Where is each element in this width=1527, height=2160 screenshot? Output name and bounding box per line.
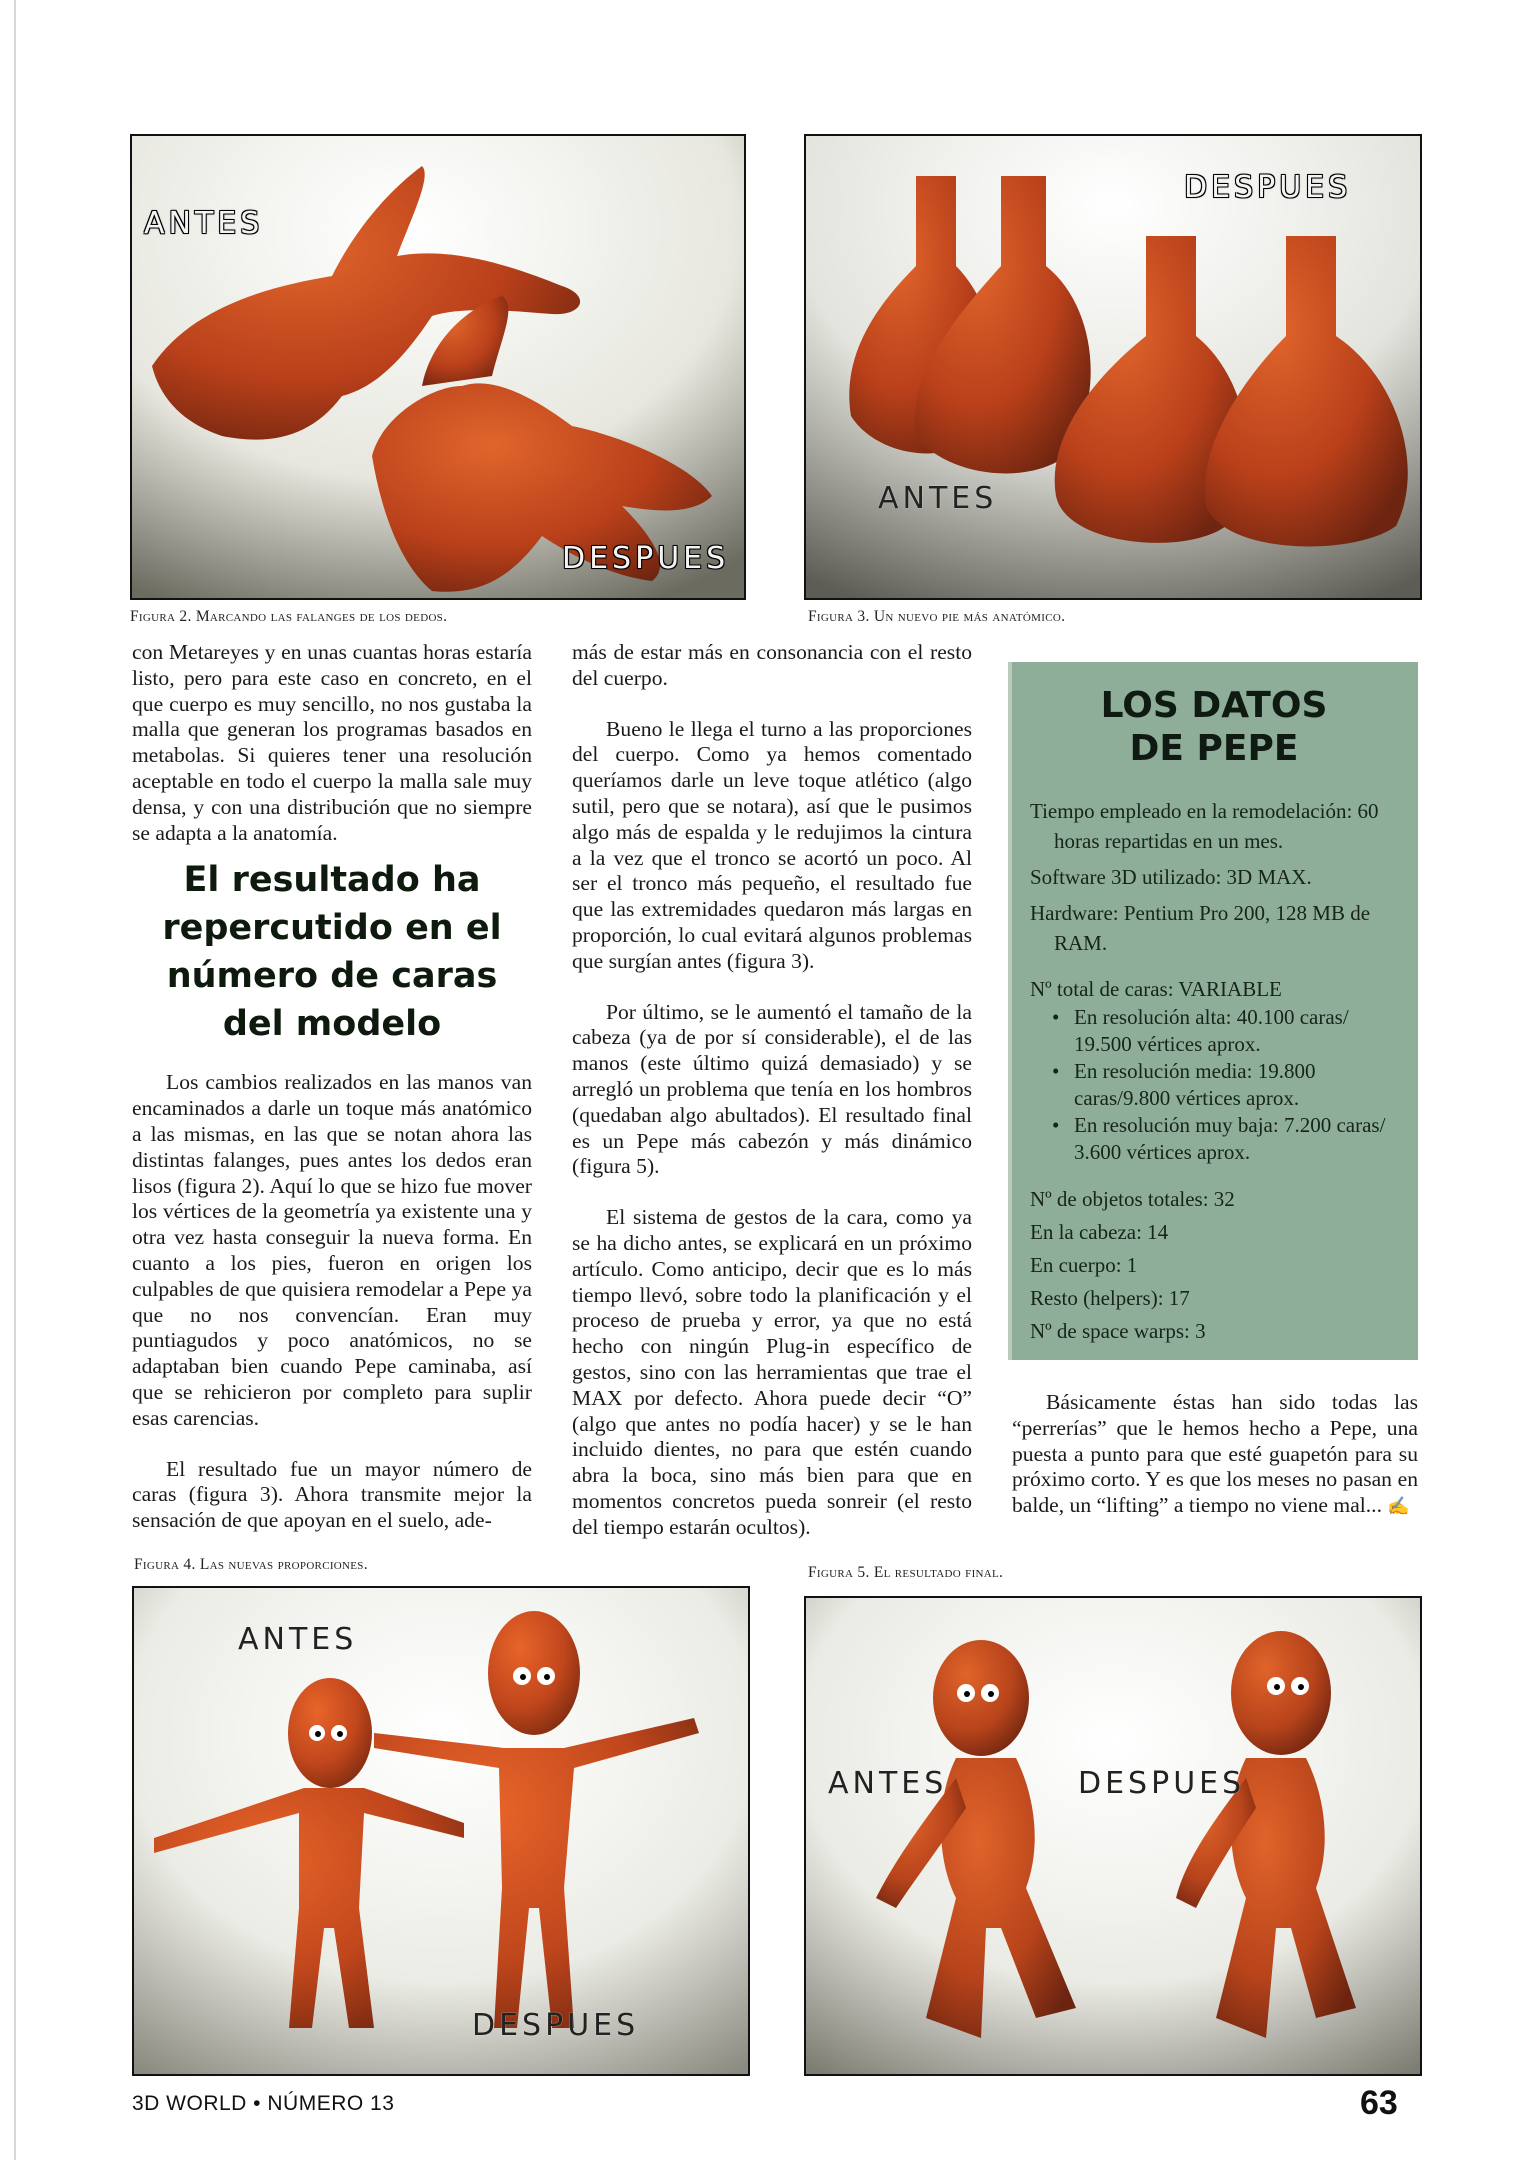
subheading: El resultado ha repercutido en el número de caras del modelo [162, 860, 502, 1045]
column-3 [1012, 1390, 1418, 1520]
footer-magazine: 3D WORLD • NÚMERO 13 [132, 2092, 395, 2115]
closing-text: Básicamente éstas han sido todas las “perrerías” que le hemos hecho a Pepe, una puesta a punto para que esté guapetón para su próximo corto. Y es que los meses no pasan en balde, un “lifting” a tiempo no viene mal... [1012, 1390, 1418, 1518]
sidebar-title [1030, 684, 1398, 770]
sidebar-cuerpo: En cuerpo: 1 [1030, 1253, 1138, 1277]
paragraph: Los cambios realizados en las manos van encaminados a darle un toque más anatómico a las mismas, en las que se notan ahora las distintas falanges, pues antes los dedos eran lisos (figura 2). Aquí lo que se hizo fue mover los vértices de la geometría ya existente una y otra vez hasta conseguir la nueva forma. En cuanto a los pies, fueron en origen los culpables de que quisiera remodelar a Pepe ya que no nos convencían. Eran muy puntiagudos y poco anatómicos, no se adaptaban bien cuando Pepe caminaba, así que se rehicieron por completo para suplir esas carencias. [132, 1070, 532, 1430]
list-item: • En resolución alta: 40.100 caras/ 19.500 vértices aprox. [1074, 1004, 1398, 1058]
sidebar-warps: Nº de space warps: 3 [1030, 1319, 1206, 1343]
paragraph: Bueno le llega el turno a las proporciones del cuerpo. Como ya hemos comentado queríamos darle un leve toque atlético (algo sutil, pero que se notara), así que le pusimos algo más de espalda y le redujimos la cintura a la vez que el tronco se acortó un poco. Al ser el tronco más pequeño, el resultado fue que las extremidades quedaron más largas en proporción, lo cual evitará algunos problemas que surgían antes (figura 3). [572, 716, 972, 973]
end-mark-icon: ✍ [1387, 1496, 1410, 1517]
sidebar-los-datos-de-pepe [1008, 662, 1418, 1360]
figure-3-feet [804, 134, 1422, 600]
figure-4-caption: Figura 4. Las nuevas proporciones. [134, 1556, 368, 1573]
sidebar-title-line2: DE PEPE [1129, 728, 1299, 769]
proportions-render [134, 1588, 748, 2074]
label-before: ANTES [144, 206, 264, 241]
figure-5-final-result [804, 1596, 1422, 2076]
list-item: • En resolución muy baja: 7.200 caras/ 3.600 vértices aprox. [1074, 1112, 1398, 1166]
page-edge-line [14, 0, 16, 2160]
figure-5-caption: Figura 5. El resultado final. [808, 1564, 1004, 1581]
sidebar-software: Software 3D utilizado: 3D MAX. [1030, 865, 1312, 889]
label-before: ANTES [238, 1622, 358, 1657]
paragraph [1012, 1390, 1418, 1520]
feet-render [806, 136, 1420, 598]
paragraph: El resultado fue un mayor número de caras (figura 3). Ahora transmite mejor la sensación de que apoyan en el suelo, ade- [132, 1456, 532, 1533]
sidebar-caras-title: Nº total de caras: VARIABLE [1030, 977, 1282, 1001]
label-after: DESPUES [1078, 1766, 1246, 1801]
page-number: 63 [1360, 2084, 1398, 2122]
paragraph: El sistema de gestos de la cara, como ya se ha dicho antes, se explicará en un próximo artículo. Como anticipo, decir que es lo más tiempo llevó, sobre todo la planificación y el proceso de prueba y error, ya que no está hecho con ningún Plug-in específico de gestos, sino con las herramientas que trae el MAX por defecto. Ahora puede decir “O” (algo que antes no podía hacer) y se le han incluido dientes, no para que estén cuando abra la boca, sino más bien para que en momentos concretos pueda sonreir (el resto del tiempo estarán ocultos). [572, 1205, 972, 1539]
label-before: ANTES [828, 1766, 948, 1801]
sidebar-title-line1: LOS DATOS [1100, 685, 1328, 726]
figure-3-caption: Figura 3. Un nuevo pie más anatómico. [808, 608, 1066, 625]
paragraph: con Metareyes y en unas cuantas horas estaría listo, pero para este caso en concreto, en el que cuerpo es muy sencillo, no nos gustaba la malla que generan los programas basados en metabolas. Si quieres tener una resolución aceptable en todo el cuerpo la malla sale muy densa, y con una distribución que no siempre se adapta a la anatomía. [132, 640, 532, 845]
figure-2-caption: Figura 2. Marcando las falanges de los dedos. [130, 608, 448, 625]
paragraph: más de estar más en consonancia con el resto del cuerpo. [572, 640, 972, 690]
column-1 [132, 640, 532, 1534]
label-after: DESPUES [472, 2008, 640, 2043]
label-after: DESPUES [1184, 170, 1352, 205]
sidebar-objetos: Nº de objetos totales: 32 [1030, 1187, 1235, 1211]
sidebar-cabeza: En la cabeza: 14 [1030, 1220, 1169, 1244]
column-2 [572, 640, 972, 1541]
label-after: DESPUES [562, 541, 730, 576]
figure-2-hands [130, 134, 746, 600]
sidebar-caras-list [1030, 1004, 1398, 1166]
sidebar-tiempo: Tiempo empleado en la remodelación: 60 horas repartidas en un mes. [1030, 799, 1379, 853]
list-item: • En resolución media: 19.800 caras/9.800 vértices aprox. [1074, 1058, 1398, 1112]
sidebar-hardware: Hardware: Pentium Pro 200, 128 MB de RAM. [1030, 901, 1371, 955]
final-result-render [806, 1598, 1420, 2074]
figure-4-proportions [132, 1586, 750, 2076]
paragraph: Por último, se le aumentó el tamaño de la cabeza (ya de por sí considerable), el de las manos (este último quizá demasiado) y se arregló un problema que tenía en los hombros (quedaban algo abultados). El resultado final es un Pepe más cabezón y más dinámico (figura 5). [572, 999, 972, 1179]
label-before: ANTES [878, 481, 998, 516]
sidebar-resto: Resto (helpers): 17 [1030, 1286, 1190, 1310]
